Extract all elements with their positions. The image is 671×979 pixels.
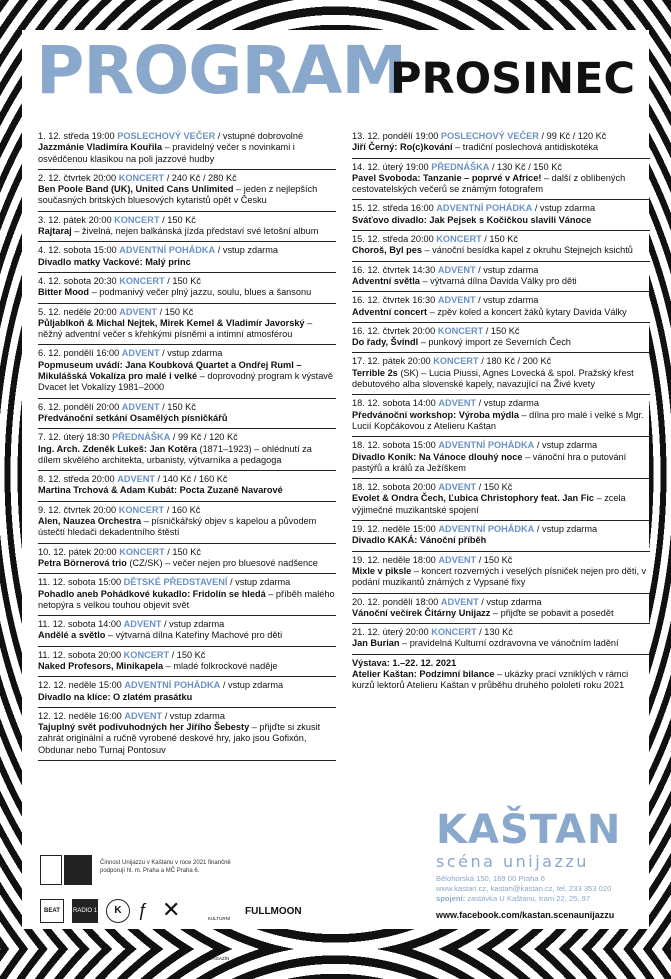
event-date: 17. 12. pátek 20:00 <box>352 356 431 367</box>
funding-area <box>40 855 370 961</box>
event-date: 15. 12. středa 16:00 <box>352 203 434 214</box>
event-date: 12. 12. neděle 15:00 <box>38 680 122 691</box>
venue-contact <box>436 874 641 904</box>
event-entry <box>352 159 650 201</box>
event-date: 18. 12. sobota 14:00 <box>352 398 436 409</box>
event-category: ADVENTNÍ POHÁDKA <box>436 203 533 214</box>
event-date: 6. 12. pondělí 16:00 <box>38 348 120 359</box>
event-category: ADVENT <box>121 401 160 412</box>
event-entry <box>38 170 336 212</box>
event-entry <box>352 479 650 521</box>
event-info: / vstup zdarma <box>534 440 598 451</box>
event-category: ADVENTNÍ POHÁDKA <box>119 245 216 256</box>
partner-logo-f: ƒ <box>138 901 154 919</box>
event-title: Ing. Arch. Zdeněk Lukeš: Jan Kotěra <box>38 443 197 454</box>
event-title: Předvánoční setkání Osamělých písničkářů <box>38 412 228 423</box>
praha6-logo <box>40 855 62 885</box>
event-entry <box>38 616 336 647</box>
event-date: 7. 12. úterý 18:30 <box>38 432 110 443</box>
event-info: / 240 Kč / 280 Kč <box>164 172 237 183</box>
event-desc: – zpěv koled a koncert žáků kytary Davida Války <box>427 306 627 317</box>
event-info: / vstup zdarma <box>475 264 539 275</box>
event-info: / 150 Kč <box>159 214 196 225</box>
event-desc: – pravidelná Kulturní ozdravovna ve vánočním ladění <box>399 638 619 649</box>
event-info: / 150 Kč <box>481 234 518 245</box>
event-entry <box>38 128 336 170</box>
event-info: / 130 Kč <box>476 627 513 638</box>
event-entry <box>352 395 650 437</box>
event-category: ADVENT <box>438 398 477 409</box>
event-desc: – příběh malého netopýra s velkou touhou objevit svět <box>38 588 335 610</box>
event-date: 13. 12. pondělí 19:00 <box>352 131 439 141</box>
event-date: 11. 12. sobota 14:00 <box>38 619 122 630</box>
event-category: KONCERT <box>123 649 170 660</box>
partner-logo-radio1: RADIO 1 <box>72 899 98 923</box>
event-entry <box>38 304 336 346</box>
event-category: KONCERT <box>118 504 165 515</box>
event-title: Alen, Nauzea Orchestra <box>38 516 142 527</box>
event-info: / 150 Kč <box>164 275 201 286</box>
event-category: KONCERT <box>118 172 165 183</box>
event-date: 10. 12. pátek 20:00 <box>38 546 117 557</box>
event-entry <box>352 594 650 625</box>
event-info: / 130 Kč / 150 Kč <box>489 161 562 172</box>
event-title: Petra Börnerová trio <box>38 557 127 568</box>
event-desc: – další z oblíbených cestovatelských večerů se známým fotografem <box>352 172 626 195</box>
event-desc: (CZ/SK) – večer nejen pro bluesové nadšence <box>126 557 318 568</box>
event-date: 18. 12. sobota 15:00 <box>352 440 436 451</box>
exhibition-title: Atelier Kaštan: Podzimní bilance <box>352 668 495 679</box>
event-date: 3. 12. pátek 20:00 <box>38 214 112 225</box>
event-info: / 99 Kč / 120 Kč <box>170 432 238 443</box>
event-category: ADVENT <box>437 295 476 306</box>
event-info: / 140 Kč / 160 Kč <box>154 474 228 485</box>
event-desc: – výtvarná dílna Davida Války pro děti <box>419 275 577 286</box>
month-title: PROSINEC <box>390 54 636 104</box>
partner-logo-fullmoon: FULLMOON <box>245 905 309 919</box>
event-desc: – mladé folkrockové naděje <box>163 660 278 671</box>
event-date: 11. 12. sobota 20:00 <box>38 649 122 660</box>
event-entry <box>352 552 650 594</box>
event-title: Adventní světla <box>352 275 420 286</box>
event-desc: – koncert rozverných i veselých písniček nejen pro děti, v podání muzikantů známých z Vypsané fixy <box>352 565 647 588</box>
event-entry <box>352 200 650 231</box>
event-desc: (SK) – Lucia Piussi, Agnes Lovecká & spol. Pražský křest debutového alba slovenské kapely, navazující na Živé kvety <box>352 367 634 390</box>
event-info: / 150 Kč <box>169 649 206 660</box>
event-category: ADVENTNÍ POHÁDKA <box>124 680 221 691</box>
event-info: / vstup zdarma <box>534 524 598 535</box>
event-title: Jazzmánie Vladimíra Kouřila <box>38 142 163 153</box>
event-category: KONCERT <box>436 234 482 245</box>
event-info: / 99 Kč / 120 Kč <box>538 131 607 141</box>
kastan-logo <box>436 807 636 871</box>
event-title: Terrible 2s <box>352 367 398 378</box>
event-title: Do řady, Švindl <box>352 337 419 348</box>
event-info: / 150 Kč <box>164 546 201 557</box>
event-category: PŘEDNÁŠKA <box>112 432 171 443</box>
event-date: 15. 12. středa 20:00 <box>352 234 434 245</box>
event-category: ADVENT <box>124 710 163 721</box>
event-title: Martina Trchová & Adam Kubát: Pocta Zuzaně Navarové <box>38 485 283 496</box>
event-category: ADVENTNÍ POHÁDKA <box>438 440 535 451</box>
event-category: ADVENT <box>438 554 477 565</box>
event-title: Bitter Mood <box>38 287 90 298</box>
event-desc: – dílna pro malé i velké s Mgr. Lucií Kopčákovou z Atelieru Kaštan <box>352 409 644 431</box>
event-info: / 180 Kč / 200 Kč <box>478 356 552 367</box>
event-info: / 160 Kč <box>164 504 201 515</box>
exhibition-desc: – ukázky prací vzniklých v rámci kurzů lektorů Atelieru Kaštan v průběhu druhého pololetí roku 2021 <box>352 668 629 691</box>
right-event-column <box>352 128 650 696</box>
event-category: KONCERT <box>433 356 479 367</box>
event-title: Mixle v piksle <box>352 565 412 576</box>
event-entry <box>38 471 336 502</box>
event-desc: – přijďte si zkusit zahrát originální a ručně vyrobené deskové hry, jako jsou Gofixón, Obdunar nebo Turnaj Pontosuv <box>38 722 321 755</box>
facebook-link[interactable]: www.facebook.com/kastan.scenaunijazzu <box>436 910 615 920</box>
event-desc: – podmanivý večer plný jazzu, soulu, blues a šansonu <box>89 287 312 298</box>
partner-logo-x: ✕ <box>162 899 192 921</box>
event-category: KONCERT <box>119 546 165 557</box>
event-date: 5. 12. neděle 20:00 <box>38 306 117 317</box>
event-entry <box>352 624 650 655</box>
event-date: 19. 12. neděle 18:00 <box>352 554 436 565</box>
event-entry <box>38 273 336 304</box>
partner-logo-k: K <box>106 899 130 923</box>
event-title: Pohadlo aneb Pohádkové kukadlo: Fridolín se hledá <box>38 588 266 599</box>
event-info: / vstupné dobrovolné <box>215 131 304 141</box>
event-title: Rajtaraj <box>38 226 72 237</box>
event-entry <box>352 292 650 323</box>
event-desc: – výtvarná dílna Kateřiny Machové pro děti <box>105 630 283 641</box>
event-entry <box>38 399 336 430</box>
event-entry <box>38 574 336 616</box>
event-title: Jiří Černý: Ro(c)kování <box>352 142 453 153</box>
event-title: Ben Poole Band (UK), United Cans Unlimited <box>38 184 234 195</box>
event-date: 12. 12. neděle 16:00 <box>38 710 122 721</box>
event-title: Jan Burian <box>352 638 400 649</box>
event-date: 4. 12. sobota 20:30 <box>38 275 117 286</box>
event-category: ADVENT <box>121 348 160 359</box>
event-desc: – písničkářský objev s kapelou a původem ústečtí hledači dekadentního štěstí <box>38 516 317 538</box>
event-desc: – pravidelný večer s novinkami i osvědčenou klasikou na poli jazzové hudby <box>38 142 295 164</box>
event-title: Divadlo na klíce: O zlatém prasátku <box>38 691 193 702</box>
event-desc: – přijďte se pobavit a posedět <box>490 607 614 618</box>
partner-logo-beat: BEAT <box>40 899 64 923</box>
event-info: / 150 Kč <box>476 554 513 565</box>
event-title: Popmuseum uvádí: Jana Koubková Quartet a Ondřej Ruml – Mikulášská Vokalíza pro malé i velké <box>38 359 302 382</box>
event-info: / vstup zdarma <box>532 203 596 214</box>
event-category: KONCERT <box>437 325 484 336</box>
event-date: 9. 12. čtvrtek 20:00 <box>38 504 117 515</box>
event-entry <box>38 677 336 708</box>
event-entry <box>38 502 336 544</box>
event-date: 16. 12. čtvrtek 14:30 <box>352 264 436 275</box>
event-desc: – tradiční poslechová antidiskotéka <box>452 142 599 153</box>
event-entry <box>38 647 336 678</box>
event-info: / vstup zdarma <box>220 680 284 691</box>
event-title: Divadlo KAKÁ: Vánoční příběh <box>352 535 487 546</box>
exhibition-entry <box>352 655 650 696</box>
event-desc: – vánoční hra o putování pastýřů a králů za Ježíškem <box>352 451 627 473</box>
event-entry <box>352 353 650 395</box>
event-category: ADVENT <box>438 482 477 493</box>
transport-label: spojení: <box>436 894 466 903</box>
event-title: Evolet & Ondra Čech, Ľubica Christophory feat. Jan Fic <box>352 493 594 504</box>
event-date: 16. 12. čtvrtek 20:00 <box>352 325 436 336</box>
event-date: 8. 12. středa 20:00 <box>38 474 115 485</box>
event-title: Divadlo matky Vackové: Malý princ <box>38 256 191 267</box>
event-entry <box>38 708 336 761</box>
event-category: ADVENT <box>437 264 476 275</box>
transport-text: zastávka U Kaštanu, tram 22, 25, 97 <box>465 894 591 903</box>
event-category: POSLECHOVÝ VEČER <box>440 131 539 141</box>
praha-logo <box>64 855 92 885</box>
event-info: / 150 Kč <box>157 306 194 317</box>
venue-address: Bělohorská 150, 169 00 Praha 6 <box>436 874 545 883</box>
event-category: KONCERT <box>119 275 165 286</box>
event-title: Divadlo Koník: Na Vánoce dlouhý noce <box>352 451 523 462</box>
exhibition-date: Výstava: 1.–22. 12. 2021 <box>352 657 457 668</box>
event-category: ADVENT <box>440 596 479 607</box>
venue-name: KAŠTAN <box>436 807 622 853</box>
event-info: / vstup zdarma <box>478 596 542 607</box>
event-title: Tajuplný svět podivuhodných her Jiřího Šebesty <box>38 722 250 733</box>
event-info: / vstup zdarma <box>475 295 539 306</box>
event-entry <box>352 521 650 552</box>
event-title: Naked Profesors, Minikapela <box>38 660 164 671</box>
program-poster <box>22 30 649 961</box>
event-date: 21. 12. úterý 20:00 <box>352 627 429 638</box>
event-info: / vstup zdarma <box>227 577 291 588</box>
event-info: / vstup zdarma <box>215 245 279 256</box>
event-info: / vstup zdarma <box>159 348 223 359</box>
funding-note: Činnost Unijazzu v Kaštanu v roce 2021 finančně podporují hl. m. Praha a MČ Praha 6. <box>100 860 231 874</box>
event-desc: – něžný adventní večer s křehkými písněmi a intimní atmosférou <box>38 317 313 340</box>
event-entry <box>38 544 336 575</box>
event-title: Vánoční večírek Čitárny Unijazz <box>352 607 491 618</box>
event-entry <box>352 262 650 293</box>
event-date: 6. 12. pondělí 20:00 <box>38 401 120 412</box>
event-entry <box>38 242 336 273</box>
event-category: ADVENT <box>123 619 162 630</box>
event-desc: – jeden z nejlepších současných britských bluesových kytaristů opět v Česku <box>38 184 318 206</box>
event-desc: (1871–1923) – ohlédnutí za dílem skvělého architekta, urbanisty, výtvarníka a pedagoga <box>38 443 312 465</box>
event-title: Adventní concert <box>352 306 428 317</box>
event-info: / 150 Kč <box>483 325 520 336</box>
event-date: 16. 12. čtvrtek 16:30 <box>352 295 436 306</box>
event-desc: – živelná, nejen balkánská jízda představí své letošní album <box>71 226 319 237</box>
event-category: ADVENTNÍ POHÁDKA <box>438 524 535 535</box>
event-title: Sváťovo divadlo: Jak Pejsek s Kočičkou slavili Vánoce <box>352 214 592 225</box>
event-title: Andělé a světlo <box>38 630 106 641</box>
event-category: KONCERT <box>431 627 477 638</box>
event-date: 19. 12. neděle 15:00 <box>352 524 436 535</box>
left-event-column <box>38 128 336 761</box>
event-title: Pavel Svoboda: Tanzanie – poprvé v Africe! <box>352 172 542 183</box>
event-title: Půljablkoň & Michal Nejtek, Mirek Kemel & Vladimír Javorský <box>38 317 305 328</box>
event-date: 18. 12. sobota 20:00 <box>352 482 436 493</box>
event-entry <box>38 212 336 243</box>
venue-subtitle: scéna unijazzu <box>436 852 589 871</box>
right-event-list <box>352 128 650 655</box>
venue-transport <box>436 894 641 904</box>
event-category: ADVENT <box>117 474 155 485</box>
event-date: 14. 12. úterý 19:00 <box>352 161 429 172</box>
partner-logo-magazine: KULTURNÍ MAGAZÍN <box>202 899 236 921</box>
event-entry <box>38 429 336 471</box>
event-date: 2. 12. čtvrtek 20:00 <box>38 172 117 183</box>
event-category: PŘEDNÁŠKA <box>431 161 490 172</box>
event-date: 11. 12. sobota 15:00 <box>38 577 122 588</box>
event-info: / vstup zdarma <box>162 710 225 721</box>
event-category: KONCERT <box>114 214 160 225</box>
event-entry <box>352 128 650 159</box>
event-info: / vstup zdarma <box>476 398 539 409</box>
event-category: DĚTSKÉ PŘEDSTAVENÍ <box>123 577 228 588</box>
event-entry <box>352 323 650 354</box>
event-title: Choroš, Byl pes <box>352 245 422 256</box>
event-desc: – zcela výjimečné muzikantské spojení <box>352 493 626 515</box>
venue-web[interactable]: www.kastan.cz, kastan@kastan.cz, tel. 233 353 020 <box>436 884 612 893</box>
event-info: / vstup zdarma <box>161 619 225 630</box>
event-category: POSLECHOVÝ VEČER <box>117 131 216 141</box>
event-title: Předvánoční workshop: Výroba mýdla <box>352 409 519 420</box>
event-desc: – vánoční besídka kapel z okruhu Stejnejch ksichtů <box>421 245 633 256</box>
event-date: 20. 12. pondělí 18:00 <box>352 596 439 607</box>
program-title: PROGRAM <box>36 32 407 109</box>
event-info: / 150 Kč <box>159 401 196 412</box>
event-desc: – punkový import ze Severních Čech <box>418 337 571 348</box>
event-category: ADVENT <box>119 306 158 317</box>
event-date: 1. 12. středa 19:00 <box>38 131 115 141</box>
event-entry <box>352 437 650 479</box>
event-entry <box>352 231 650 262</box>
event-info: / 150 Kč <box>476 482 513 493</box>
event-desc: – doprovodný program k výstavě Dvacet let Vokalízy 1981–2000 <box>38 371 334 393</box>
event-entry <box>38 345 336 398</box>
event-date: 4. 12. sobota 15:00 <box>38 245 117 256</box>
